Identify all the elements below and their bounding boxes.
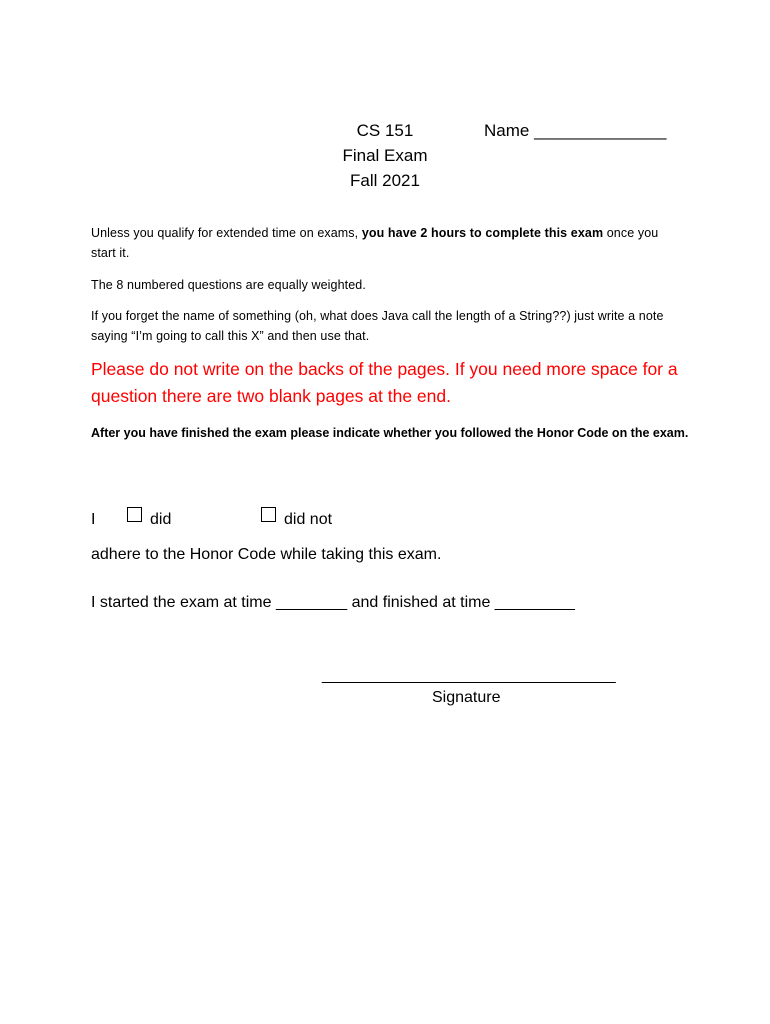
- start-finish-time-fields[interactable]: I started the exam at time ________ and finished at time _________: [91, 594, 575, 611]
- honor-code-intro: After you have finished the exam please indicate whether you followed the Honor Code on the exam.: [91, 426, 689, 440]
- course-code: CS 151: [356, 121, 414, 140]
- signature-label: Signature: [432, 689, 501, 706]
- time-limit-bold: you have 2 hours to complete this exam: [361, 226, 604, 240]
- did-option[interactable]: [127, 507, 171, 533]
- exam-title-block: [330, 118, 440, 193]
- name-field[interactable]: Name ______________: [484, 121, 667, 140]
- time-limit-instruction: [91, 223, 681, 263]
- time-limit-pre: Unless you qualify for extended time on exams,: [91, 226, 362, 240]
- naming-instruction: If you forget the name of something (oh, what does Java call the length of a String??) just write a note saying “I’m going to call this X” and then use that.: [91, 309, 664, 343]
- weighting-instruction: The 8 numbered questions are equally weighted.: [91, 278, 366, 292]
- did-checkbox[interactable]: [127, 507, 142, 522]
- did-not-label: did not: [284, 511, 333, 528]
- exam-term: Fall 2021: [350, 171, 420, 190]
- did-label: did: [150, 511, 172, 528]
- did-not-checkbox[interactable]: [261, 507, 276, 522]
- exam-title: Final Exam: [342, 146, 428, 165]
- honor-adhere-text: adhere to the Honor Code while taking this exam.: [91, 546, 442, 563]
- time-limit-post: once you start it.: [91, 226, 659, 260]
- signature-line[interactable]: _________________________________: [322, 667, 616, 684]
- honor-pronoun: I: [91, 511, 96, 528]
- backs-of-pages-warning: Please do not write on the backs of the pages. If you need more space for a question there are two blank pages at the end.: [91, 359, 678, 406]
- did-not-option[interactable]: [261, 507, 332, 533]
